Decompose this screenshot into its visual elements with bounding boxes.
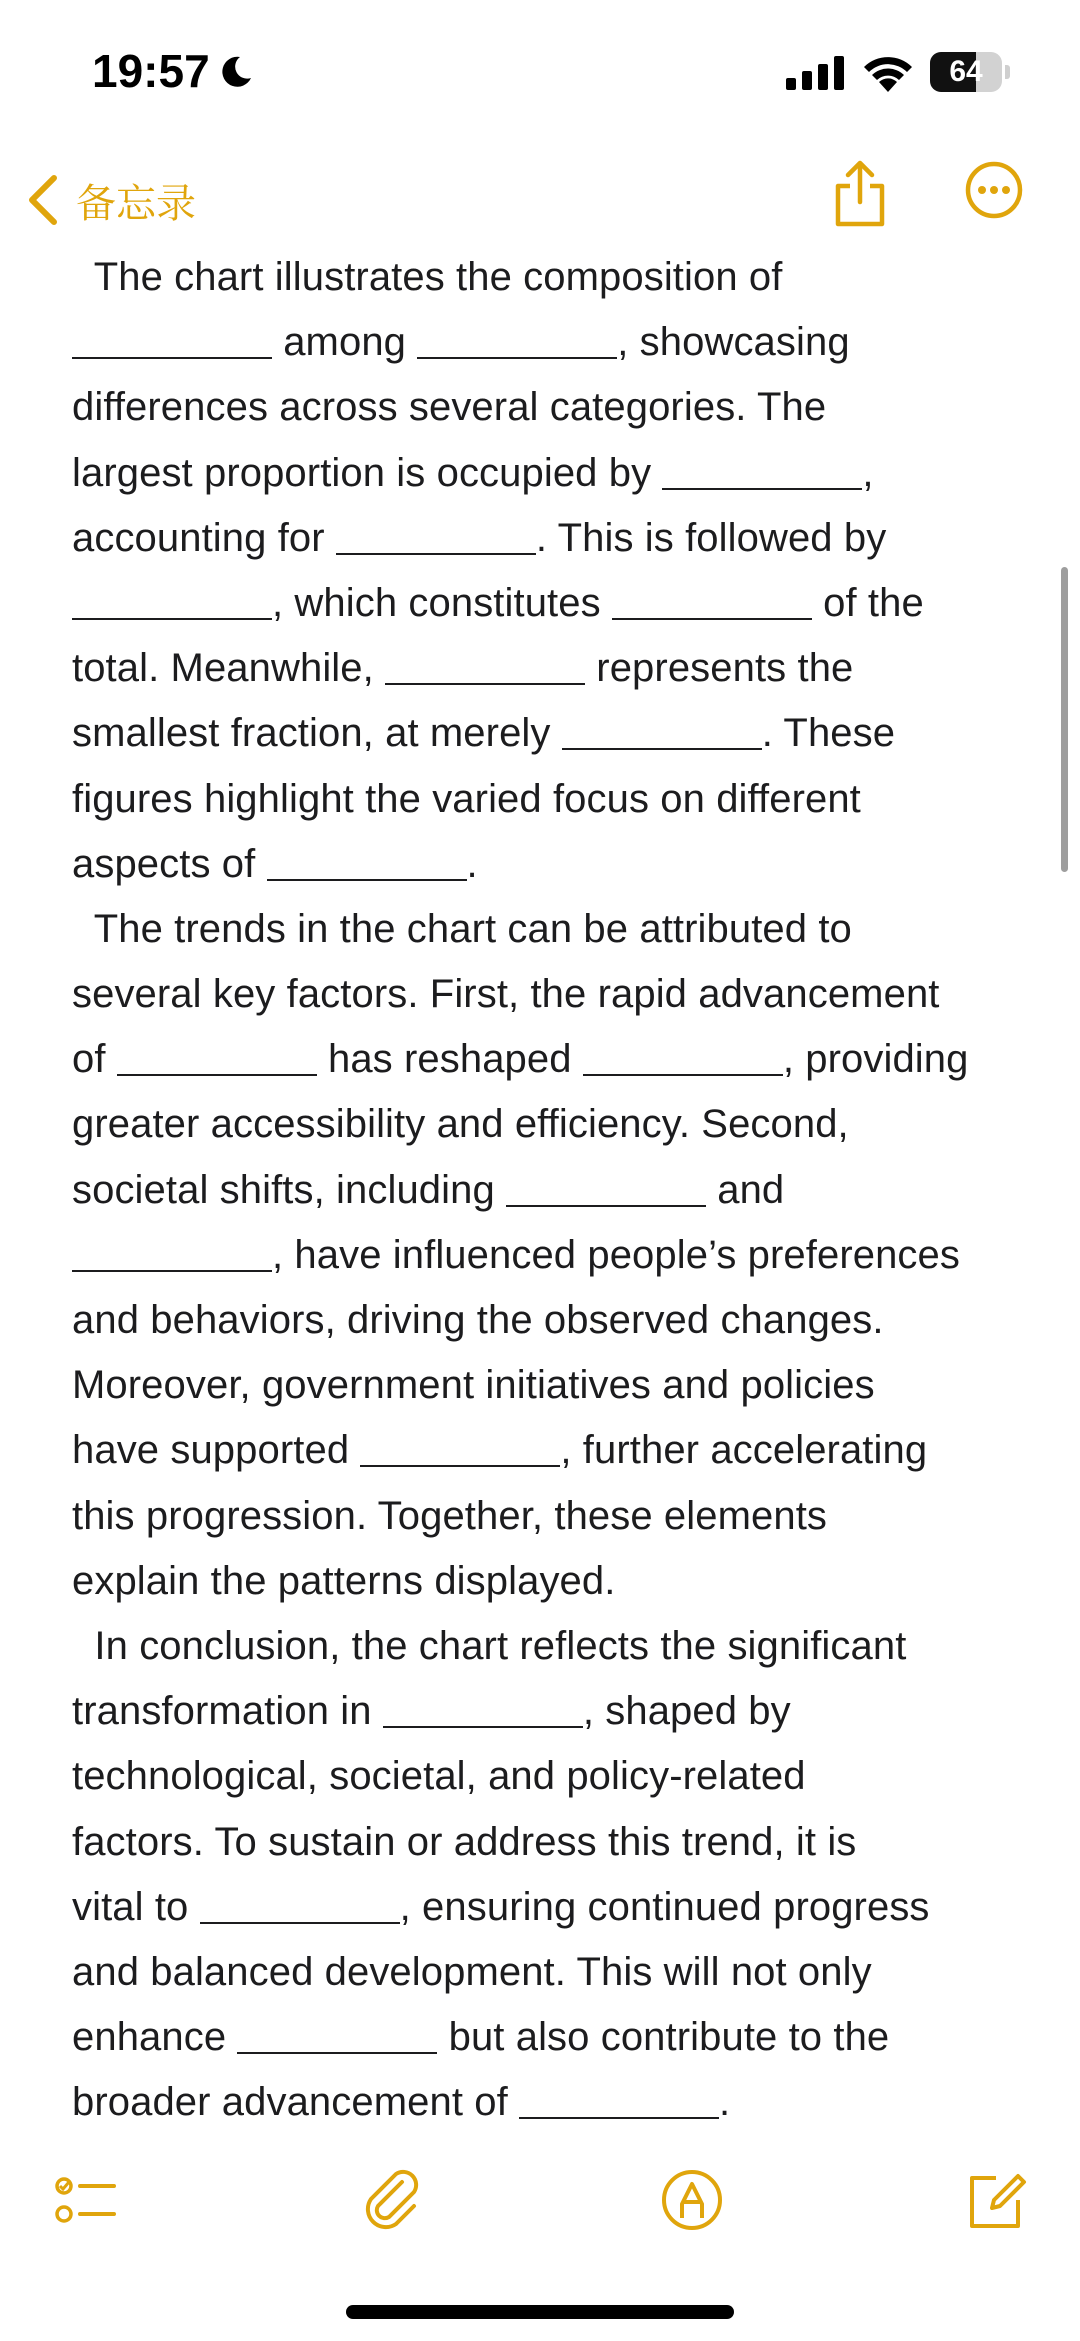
note-text: of the: [811, 580, 924, 625]
fill-in-blank: [612, 580, 812, 620]
note-line: [72, 1744, 1022, 1809]
fill-in-blank: [662, 450, 862, 490]
note-text: of: [72, 1037, 117, 1082]
note-text: , ensuring continued progress: [399, 1884, 930, 1929]
note-line: [72, 1092, 1022, 1157]
fill-in-blank: [385, 645, 585, 685]
note-text: . These: [761, 711, 896, 756]
note-line: [72, 1027, 1022, 1092]
note-text: vital to: [72, 1884, 200, 1929]
fill-in-blank: [417, 319, 617, 359]
note-line: [72, 1288, 1022, 1353]
note-line: [72, 1810, 1022, 1875]
note-text: .: [466, 841, 478, 886]
note-text: technological, societal, and policy-related: [72, 1754, 806, 1799]
note-line: [72, 1353, 1022, 1418]
battery-level: 64: [949, 55, 983, 88]
note-line: [72, 245, 1022, 310]
note-text: transformation in: [72, 1689, 383, 1734]
note-line: [72, 506, 1022, 571]
note-text: , shaped by: [582, 1689, 791, 1734]
fill-in-blank: [267, 841, 467, 881]
share-icon[interactable]: [830, 160, 890, 230]
note-text: among: [272, 320, 418, 365]
home-indicator: [346, 2305, 734, 2319]
fill-in-blank: [506, 1167, 706, 1207]
note-text: , have influenced people’s preferences: [272, 1232, 960, 1277]
note-text: , which constitutes: [272, 580, 612, 625]
note-line: [72, 832, 1022, 897]
note-text: .: [719, 2080, 731, 2125]
note-text: . This is followed by: [535, 515, 887, 560]
note-text: , providing: [782, 1037, 969, 1082]
note-text: figures highlight the varied focus on different: [72, 776, 861, 821]
note-line: [72, 1418, 1022, 1483]
note-text: have supported: [72, 1428, 361, 1473]
note-text: and: [706, 1167, 785, 1212]
note-line: [72, 441, 1022, 506]
note-line: [72, 571, 1022, 636]
note-body[interactable]: [72, 245, 1022, 2135]
fill-in-blank: [519, 2079, 719, 2119]
fill-in-blank: [383, 1688, 583, 1728]
fill-in-blank: [360, 1427, 560, 1467]
fill-in-blank: [117, 1036, 317, 1076]
note-text: broader advancement of: [72, 2080, 520, 2125]
note-line: [72, 767, 1022, 832]
note-text: aspects of: [72, 841, 267, 886]
note-text: differences across several categories. The: [72, 385, 827, 430]
navigation-bar: [0, 150, 1080, 250]
back-label: 备忘录: [76, 181, 196, 226]
back-button[interactable]: [24, 162, 196, 238]
note-text: greater accessibility and efficiency. Second,: [72, 1102, 849, 1147]
note-text: enhance: [72, 2015, 238, 2060]
note-text: In conclusion, the chart reflects the significant: [72, 1623, 907, 1668]
note-line: [72, 1940, 1022, 2005]
note-line: [72, 1223, 1022, 1288]
note-text: ,: [862, 450, 874, 495]
wifi-icon: [862, 52, 914, 92]
note-text: total. Meanwhile,: [72, 646, 386, 691]
note-text: The trends in the chart can be attributed to: [72, 906, 852, 951]
note-line: [72, 1679, 1022, 1744]
cellular-signal-icon: [786, 56, 844, 90]
scroll-indicator[interactable]: [1061, 567, 1068, 872]
note-text: smallest fraction, at merely: [72, 711, 562, 756]
note-line: [72, 701, 1022, 766]
note-line: [72, 2070, 1022, 2135]
fill-in-blank: [72, 319, 272, 359]
note-text: and behaviors, driving the observed changes.: [72, 1298, 884, 1342]
note-text: this progression. Together, these elements: [72, 1493, 828, 1538]
note-line: [72, 1614, 1022, 1679]
chevron-left-icon: [24, 172, 62, 228]
note-text: largest proportion is occupied by: [72, 450, 663, 495]
note-line: [72, 897, 1022, 962]
note-text: societal shifts, including: [72, 1167, 507, 1212]
note-line: [72, 636, 1022, 701]
status-bar: [0, 0, 1080, 150]
note-line: [72, 962, 1022, 1027]
note-line: [72, 1549, 1022, 1614]
fill-in-blank: [200, 1884, 400, 1924]
fill-in-blank: [72, 580, 272, 620]
note-text: , further accelerating: [560, 1428, 928, 1473]
note-text: Moreover, government initiatives and policies: [72, 1363, 875, 1408]
note-line: [72, 1484, 1022, 1549]
fill-in-blank: [336, 515, 536, 555]
markup-pen-icon[interactable]: [660, 2168, 724, 2232]
note-text: explain the patterns displayed.: [72, 1558, 616, 1603]
note-text: has reshaped: [316, 1037, 583, 1082]
fill-in-blank: [583, 1036, 783, 1076]
note-text: , showcasing: [617, 320, 850, 365]
battery-icon: [930, 52, 1010, 92]
note-text: but also contribute to the: [437, 2015, 890, 2060]
compose-icon[interactable]: [964, 2168, 1028, 2232]
note-line: [72, 1158, 1022, 1223]
note-text: and balanced development. This will not only: [72, 1949, 872, 1994]
paperclip-icon[interactable]: [362, 2168, 426, 2232]
note-text: factors. To sustain or address this trend, it is: [72, 1819, 857, 1864]
fill-in-blank: [562, 710, 762, 750]
note-text: The chart illustrates the composition of: [72, 255, 783, 299]
moon-icon: [218, 54, 254, 90]
note-line: [72, 2005, 1022, 2070]
more-icon[interactable]: [964, 160, 1024, 220]
fill-in-blank: [237, 2014, 437, 2054]
status-time: 19:57: [92, 45, 210, 97]
note-line: [72, 310, 1022, 375]
note-line: [72, 375, 1022, 440]
bottom-toolbar: [0, 2140, 1080, 2260]
fill-in-blank: [72, 1232, 272, 1272]
note-text: accounting for: [72, 515, 336, 560]
note-line: [72, 1875, 1022, 1940]
note-text: represents the: [585, 646, 854, 691]
checklist-icon[interactable]: [54, 2168, 118, 2232]
note-text: several key factors. First, the rapid advancement: [72, 972, 940, 1017]
